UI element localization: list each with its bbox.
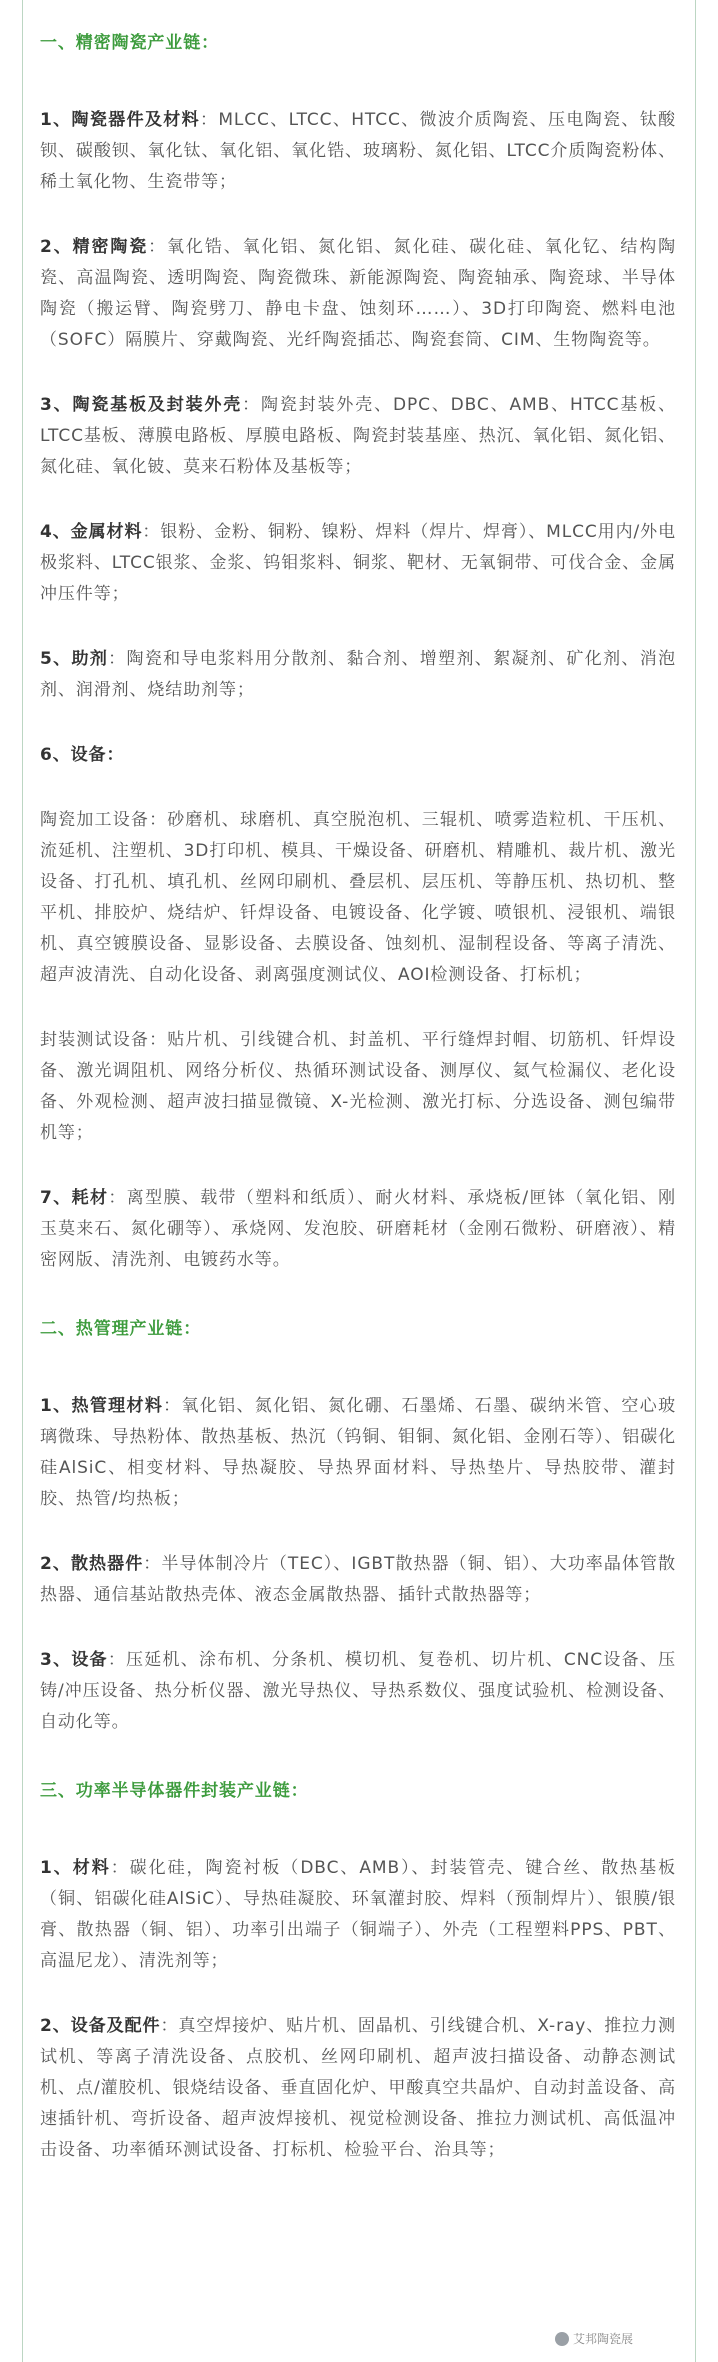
item-label: 2、精密陶瓷 bbox=[40, 237, 149, 257]
item-label: 1、陶瓷器件及材料 bbox=[40, 110, 200, 130]
paragraph bbox=[40, 2011, 676, 2166]
paragraph bbox=[40, 740, 676, 771]
item-label: 2、散热器件 bbox=[40, 1554, 144, 1574]
item-label: 1、材料 bbox=[40, 1858, 111, 1878]
article-content bbox=[40, 28, 676, 2200]
paragraph bbox=[40, 1183, 676, 1276]
watermark-text: 艾邦陶瓷展 bbox=[573, 2332, 634, 2346]
item-text: ：MLCC、LTCC、HTCC、微波介质陶瓷、压电陶瓷、钛酸钡、碳酸钡、氧化钛、氧化铝、氧化锆、玻璃粉、氮化铝、LTCC介质陶瓷粉体、稀土氧化物、生瓷带等； bbox=[40, 110, 676, 192]
item-text: ：压延机、涂布机、分条机、模切机、复卷机、切片机、CNC设备、压铸/冲压设备、热分析仪器、激光导热仪、导热系数仪、强度试验机、检测设备、自动化等。 bbox=[40, 1650, 676, 1732]
paragraph bbox=[40, 1853, 676, 1977]
paragraph bbox=[40, 232, 676, 356]
section-title: 三、功率半导体器件封装产业链： bbox=[40, 1781, 309, 1801]
watermark bbox=[555, 2330, 633, 2347]
paragraph bbox=[40, 1549, 676, 1611]
item-label: 3、设备 bbox=[40, 1650, 108, 1670]
item-text: ：氧化铝、氮化铝、氮化硼、石墨烯、石墨、碳纳米管、空心玻璃微珠、导热粉体、散热基板、热沉（钨铜、钼铜、氮化铝、金刚石等）、铝碳化硅AlSiC、相变材料、导热凝胶、导热界面材料、导热垫片、导热胶带、灌封胶、热管/均热板； bbox=[40, 1396, 676, 1509]
item-label: 7、耗材 bbox=[40, 1188, 109, 1208]
item-label: 1、热管理材料 bbox=[40, 1396, 164, 1416]
item-text: ：真空焊接炉、贴片机、固晶机、引线键合机、X-ray、推拉力测试机、等离子清洗设备、点胶机、丝网印刷机、超声波扫描设备、动静态测试机、点/灌胶机、银烧结设备、垂直固化炉、甲酸真空共晶炉、自动封盖设备、高速插针机、弯折设备、超声波焊接机、视觉检测设备、推拉力测试机、高低温冲击设备、功率循环测试设备、打标机、检验平台、治具等； bbox=[40, 2016, 676, 2160]
paragraph bbox=[40, 390, 676, 483]
item-text: ： bbox=[106, 745, 125, 765]
section-title: 一、精密陶瓷产业链： bbox=[40, 33, 219, 53]
paragraph bbox=[40, 105, 676, 198]
item-text: ：陶瓷封装外壳、DPC、DBC、AMB、HTCC基板、LTCC基板、薄膜电路板、厚膜电路板、陶瓷封装基座、热沉、氧化铝、氮化铝、氮化硅、氧化铍、莫来石粉体及基板等； bbox=[40, 395, 676, 477]
item-text: 陶瓷加工设备：砂磨机、球磨机、真空脱泡机、三辊机、喷雾造粒机、干压机、流延机、注塑机、3D打印机、模具、干燥设备、研磨机、精雕机、裁片机、激光设备、打孔机、填孔机、丝网印刷机、叠层机、层压机、等静压机、热切机、整平机、排胶炉、烧结炉、钎焊设备、电镀设备、化学镀、喷银机、浸银机、端银机、真空镀膜设备、显影设备、去膜设备、蚀刻机、湿制程设备、等离子清洗、超声波清洗、自动化设备、剥离强度测试仪、AOI检测设备、打标机； bbox=[40, 810, 676, 985]
item-label: 6、设备 bbox=[40, 745, 107, 765]
paragraph bbox=[40, 644, 676, 706]
paragraph bbox=[40, 1645, 676, 1738]
item-label: 4、金属材料 bbox=[40, 522, 143, 542]
paragraph bbox=[40, 805, 676, 991]
item-label: 2、设备及配件 bbox=[40, 2016, 161, 2036]
paragraph bbox=[40, 1025, 676, 1149]
item-text: ：半导体制冷片（TEC）、IGBT散热器（铜、铝）、大功率晶体管散热器、通信基站散热壳体、液态金属散热器、插针式散热器等； bbox=[40, 1554, 676, 1605]
item-text: ：氧化锆、氧化铝、氮化铝、氮化硅、碳化硅、氧化钇、结构陶瓷、高温陶瓷、透明陶瓷、陶瓷微珠、新能源陶瓷、陶瓷轴承、陶瓷球、半导体陶瓷（搬运臂、陶瓷劈刀、静电卡盘、蚀刻环……）、3D打印陶瓷、燃料电池（SOFC）隔膜片、穿戴陶瓷、光纤陶瓷插芯、陶瓷套筒、CIM、生物陶瓷等。 bbox=[40, 237, 676, 350]
item-text: ：陶瓷和导电浆料用分散剂、黏合剂、增塑剂、絮凝剂、矿化剂、消泡剂、润滑剂、烧结助剂等； bbox=[40, 649, 676, 700]
item-text: ：离型膜、载带（塑料和纸质）、耐火材料、承烧板/匣钵（氧化铝、刚玉莫来石、氮化硼等）、承烧网、发泡胶、研磨耗材（金刚石微粉、研磨液）、精密网版、清洗剂、电镀药水等。 bbox=[40, 1188, 676, 1270]
section-title: 二、热管理产业链： bbox=[40, 1319, 202, 1339]
item-text: 封装测试设备：贴片机、引线键合机、封盖机、平行缝焊封帽、切筋机、钎焊设备、激光调阻机、网络分析仪、热循环测试设备、测厚仪、氦气检漏仪、老化设备、外观检测、超声波扫描显微镜、X-光检测、激光打标、分选设备、测包编带机等； bbox=[40, 1030, 676, 1143]
wechat-icon bbox=[555, 2332, 569, 2346]
item-text: ：碳化硅，陶瓷衬板（DBC、AMB）、封装管壳、键合丝、散热基板（铜、铝碳化硅AlSiC）、导热硅凝胶、环氧灌封胶、焊料（预制焊片）、银膜/银膏、散热器（铜、铝）、功率引出端子（铜端子）、外壳（工程塑料PPS、PBT、高温尼龙）、清洗剂等； bbox=[40, 1858, 676, 1971]
item-text: ：银粉、金粉、铜粉、镍粉、焊料（焊片、焊膏）、MLCC用内/外电极浆料、LTCC银浆、金浆、钨钼浆料、铜浆、靶材、无氧铜带、可伐合金、金属冲压件等； bbox=[40, 522, 677, 604]
paragraph bbox=[40, 1391, 676, 1515]
item-label: 5、助剂 bbox=[40, 649, 109, 669]
paragraph bbox=[40, 517, 676, 610]
item-label: 3、陶瓷基板及封装外壳 bbox=[40, 395, 243, 415]
